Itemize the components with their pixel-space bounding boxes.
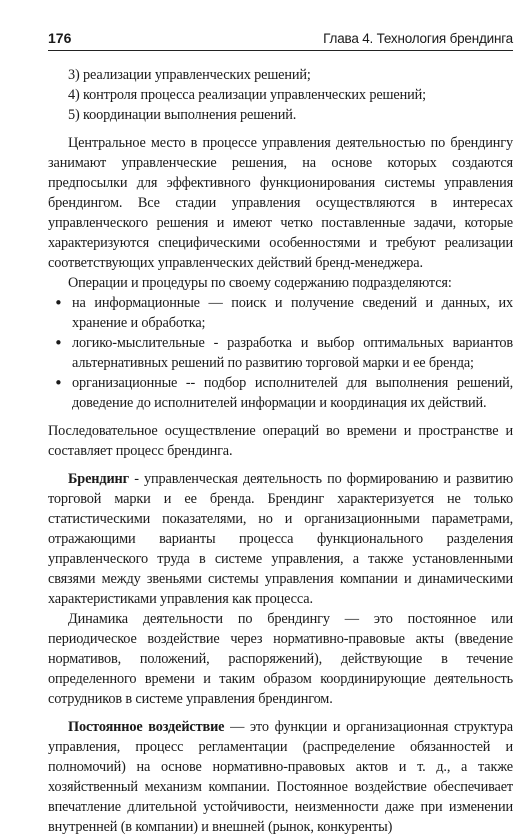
paragraph-sequence: Последовательное осуществление операций во времени и пространстве и составляет процесс брендинга. bbox=[48, 423, 513, 459]
running-head bbox=[48, 30, 513, 51]
operations-list bbox=[48, 293, 513, 413]
paragraph-permanent-impact bbox=[48, 717, 513, 837]
paragraph-dynamics: Динамика деятельности по брендингу — это постоянное или периодическое воздействие через нормативно-правовые акты (введение нормативов, положений, распоряжений), действующие в течение определенного времени и таким образом координирующие деятельность сотрудников в системе управления брендингом. bbox=[48, 611, 513, 707]
page-number: 176 bbox=[48, 30, 72, 46]
list-item: • логико-мыслительные - разработка и выбор оптимальных вариантов альтернативных решений по развитию торговой марки и ее бренда; bbox=[48, 333, 513, 373]
permanent-impact-text: — это функции и организационная структура управления, процесс регламентации (распределение обязанностей и полномочий) на основе нормативно-правовых актов и т. д., а также хозяйственный механизм компании. Постоянное воздействие обеспечивает впечатление длительной устойчивости, неизменности даже при изменении внутренней (в компании) и внешней (рынок, конкуренты) bbox=[48, 719, 513, 835]
list-item: • организационные -- подбор исполнителей для выполнения решений, доведение до исполнителей информации и координация их действий. bbox=[48, 373, 513, 413]
paragraph-branding-definition bbox=[48, 469, 513, 609]
numbered-item: 4) контроля процесса реализации управленческих решений; bbox=[68, 87, 426, 103]
branding-definition-text: - управленческая деятельность по формированию и развитию торговой марки и ее бренда. Брендинг характеризуется не только статистическими показателями, но и организационными параметрами, отражающими варианты процесса функционального разделения управленческого труда в системе управления, а также установленными связями между звеньями системы управления компании и динамическими характеристиками управления как процесса. bbox=[48, 471, 513, 607]
chapter-title: Глава 4. Технология брендинга bbox=[323, 31, 513, 46]
term-branding: Брендинг bbox=[68, 471, 129, 487]
list-item: • на информационные — поиск и получение сведений и данных, их хранение и обработка; bbox=[48, 293, 513, 333]
page-body bbox=[48, 65, 513, 837]
numbered-item: 3) реализации управленческих решений; bbox=[68, 67, 311, 83]
paragraph-operations-intro: Операции и процедуры по своему содержанию подразделяются: bbox=[68, 275, 452, 291]
paragraph-central-place: Центральное место в процессе управления деятельностью по брендингу занимают управленческие решения, на основе которых создаются предпосылки для эффективного функционирования системы управления брендингом. Все стадии управления осуществляются в интересах управленческого решения и имеют четко поставленные задачи, которые характеризуются специфическими особенностями и требуют реализации соответствующих управленческих действий бренд-менеджера. bbox=[48, 135, 513, 271]
term-permanent-impact: Постоянное воздействие bbox=[68, 719, 225, 735]
numbered-item: 5) координации выполнения решений. bbox=[68, 107, 297, 123]
